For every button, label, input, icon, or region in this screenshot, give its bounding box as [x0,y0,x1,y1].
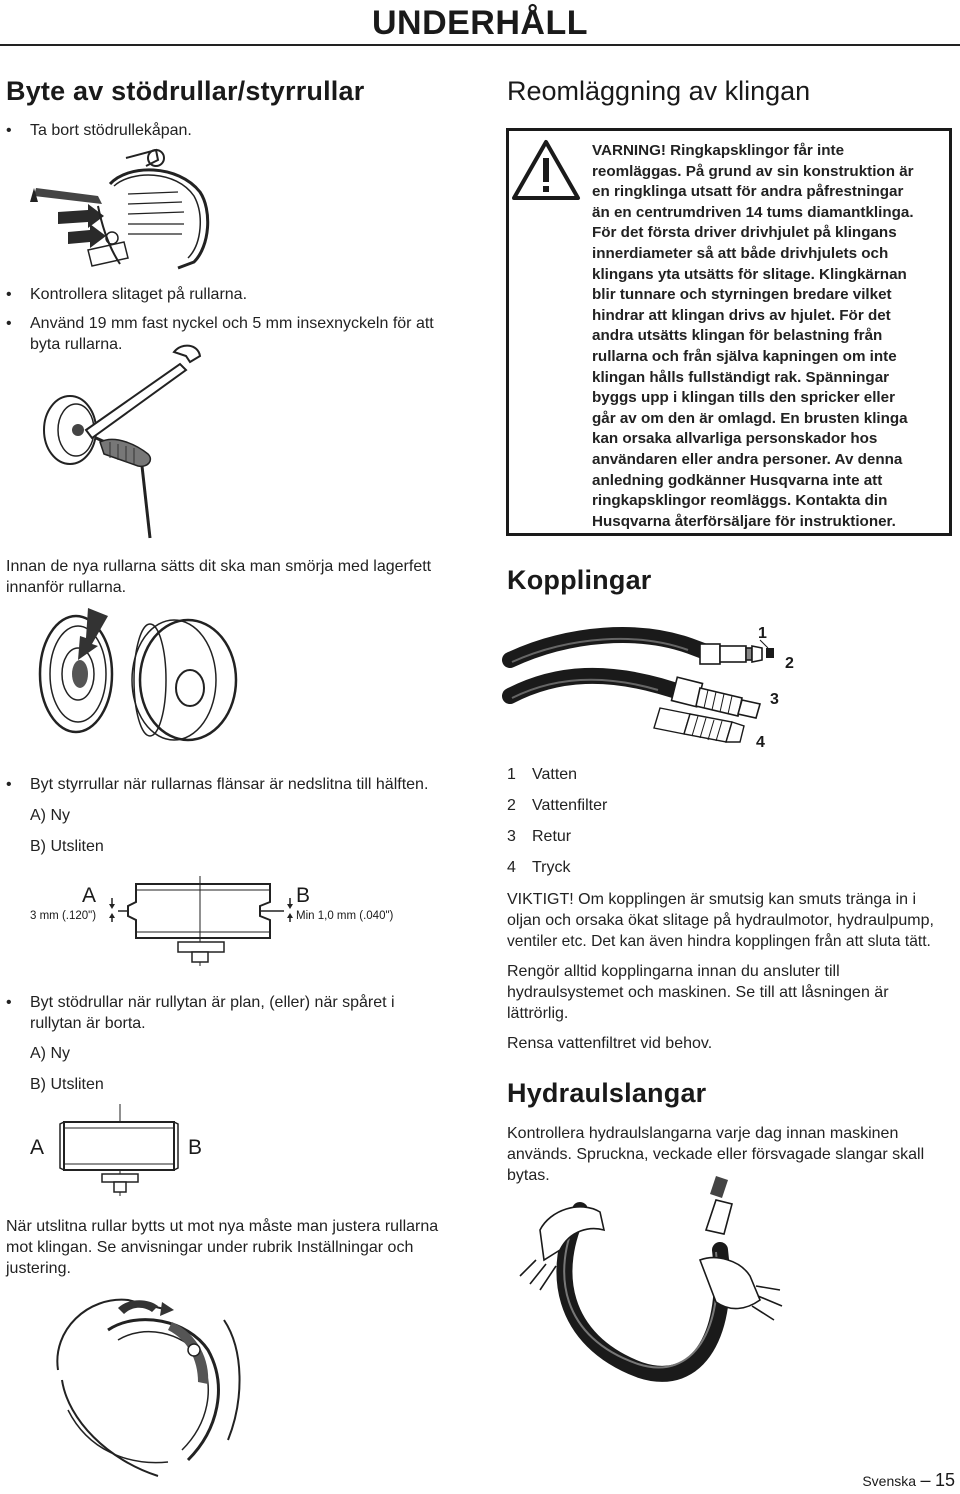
warning-line: går av om den är omlagd. En brusten klinga [592,409,908,427]
hoses-note [507,1123,947,1186]
wrench-hexkey-illustration [30,338,240,548]
legend-number: 3 [507,828,516,845]
warning-line: Husqvarna återförsäljare för instruktioner. [592,512,896,530]
guide-new-label: A) Ny [30,807,70,824]
hoses-line-2: används. Spruckna, veckade eller försvagade slangar skall [507,1146,925,1163]
legend-number: 4 [507,859,516,876]
guide-worn-label: B) Utsliten [30,838,104,855]
clean-line-2: hydraulsystemet och maskinen. Se till att låsningen är [507,984,889,1001]
legend-number: 1 [507,766,516,783]
bullet-dot: • [6,315,12,332]
adjust-line-2: mot klingan. Se anvisningar under rubrik Inställningar och [6,1239,414,1256]
section-heading-rollers: Byte av stödrullar/styrrullar [6,76,365,106]
bullet-text: Kontrollera slitaget på rullarna. [30,286,248,303]
bullet-text: byta rullarna. [30,336,123,353]
clean-line-3: lättrörlig. [507,1005,569,1022]
bullet-tools [6,313,476,353]
support-worn-label: B) Utsliten [30,1076,104,1093]
bullet-check-wear [6,284,476,305]
warning-line: andra utsätts klingan för belastning från [592,327,883,345]
bullet-text: Ta bort stödrullekåpan. [30,122,192,139]
warning-line: användaren eller andra personer. Av denna [592,450,903,468]
bullet-dot: • [6,286,12,303]
warning-line: ringkapsklingor reomläggs. Kontakta din [592,492,888,510]
page-number: 15 [934,1470,955,1490]
adjust-line-1: När utslitna rullar bytts ut mot nya måste man justera rullarna [6,1218,439,1235]
bullet-guide-rollers [6,774,476,795]
fig1-label-b: B [296,884,311,907]
bullet-dot: • [6,776,12,793]
warning-line: För det första driver drivhjulet på klingans [592,224,897,242]
footer-language: Svenska [862,1473,917,1489]
warning-line: en ringklinga utsatt för andra påfrestningar [592,183,904,201]
warning-line: hindrar att klingan drivs av hjulet. För det [592,306,891,324]
warning-line: reomläggas. På grund av sin konstruktion är [592,162,914,180]
grease-line-1: Innan de nya rullarna sätts dit ska man smörja med lagerfett [6,558,432,575]
bullet-text: Byt styrrullar när rullarnas flänsar är nedslitna till hälften. [30,776,429,793]
important-note [507,889,957,952]
fig1-label-a: A [82,884,97,907]
roller-adjustment-illustration [48,1290,248,1486]
callout-3: 3 [770,691,779,708]
hoses-line-3: bytas. [507,1167,550,1184]
footer-dash: – [920,1470,931,1490]
warning-line: klingans yta utsätts för slitage. Klingkärnan [592,265,907,283]
warning-line: klingan hålls fullständigt rak. Spänningar [592,368,890,386]
section-heading-hoses: Hydraulslangar [507,1078,707,1108]
warning-line: VARNING! Ringkapsklingor får inte [592,142,845,159]
callout-4: 4 [756,734,765,751]
clean-couplings-note [507,961,947,1024]
support-new-label: A) Ny [30,1045,70,1062]
important-line-2: oljan och orsaka ökat slitage på hydraulmotor, hydraulpump, [507,912,934,929]
legend-label: Tryck [532,859,571,876]
bullet-support-rollers [6,992,476,1032]
filter-note: Rensa vattenfiltret vid behov. [507,1035,713,1052]
fig2-label-a: A [30,1136,45,1159]
legend-item [507,795,947,826]
warning-line: rullarna och från själva kapningen om inte [592,347,897,365]
bullet-dot: • [6,994,12,1011]
fig1-dim-a: 3 mm (.120") [30,910,97,922]
callout-1: 1 [758,625,767,642]
legend-number: 2 [507,797,516,814]
legend-item [507,826,947,857]
legend-label: Vattenfilter [532,797,608,814]
roller-greasing-illustration [28,608,248,758]
important-line-1: VIKTIGT! Om kopplingen är smutsig kan smuts tränga in i [507,891,917,908]
bullet-text: Byt stödrullar när rullytan är plan, (eller) när spåret i [30,994,395,1011]
bullet-remove-cover [6,120,476,141]
section-heading-couplings: Kopplingar [507,565,652,595]
bullet-text: Använd 19 mm fast nyckel och 5 mm insexnyckeln för att [30,315,434,332]
clean-line-1: Rengör alltid kopplingarna innan du ansluter till [507,963,840,980]
coupling-legend [507,764,947,888]
section-heading-reblade: Reomläggning av klingan [507,76,811,106]
warning-triangle-icon [512,140,580,200]
adjust-rollers-note [6,1216,476,1279]
fig1-dim-b: Min 1,0 mm (.040") [296,910,394,922]
legend-label: Vatten [532,766,578,783]
hose-inspection-illustration [520,1190,820,1410]
cover-removal-illustration [28,146,228,276]
guide-roller-section [108,876,298,966]
adjust-line-3: justering. [6,1260,71,1277]
grease-line-2: innanför rullarna. [6,579,127,596]
warning-line: än en centrumdriven 14 tums diamantklinga. [592,203,914,221]
legend-item [507,857,947,888]
warning-line: anledning godkänner Husqvarna inte att [592,471,883,489]
legend-item [507,764,947,795]
legend-label: Retur [532,828,572,845]
footer [800,1470,955,1492]
support-roller-section [58,1104,178,1200]
bullet-text: rullytan är borta. [30,1015,146,1032]
header-rule [0,44,960,46]
callout-2: 2 [785,655,794,672]
hoses-line-1: Kontrollera hydraulslangarna varje dag innan maskinen [507,1125,899,1142]
bullet-dot: • [6,122,12,139]
warning-text [592,141,954,532]
fig2-label-b: B [188,1136,203,1159]
warning-line: innerdiameter så att både drivhjulets och [592,244,889,262]
warning-line: blir tunnare och styrningen bredare vilket [592,286,892,304]
page-title: UNDERHÅLL [371,4,589,42]
warning-line: byggs upp i klingan tills den spricker eller [592,389,895,407]
grease-instruction [6,556,476,598]
important-line-3: ventiler etc. Det kan även hindra kopplingen från att sluta tätt. [507,933,931,950]
warning-line: kan orsaka allvarliga personskador hos [592,430,878,448]
